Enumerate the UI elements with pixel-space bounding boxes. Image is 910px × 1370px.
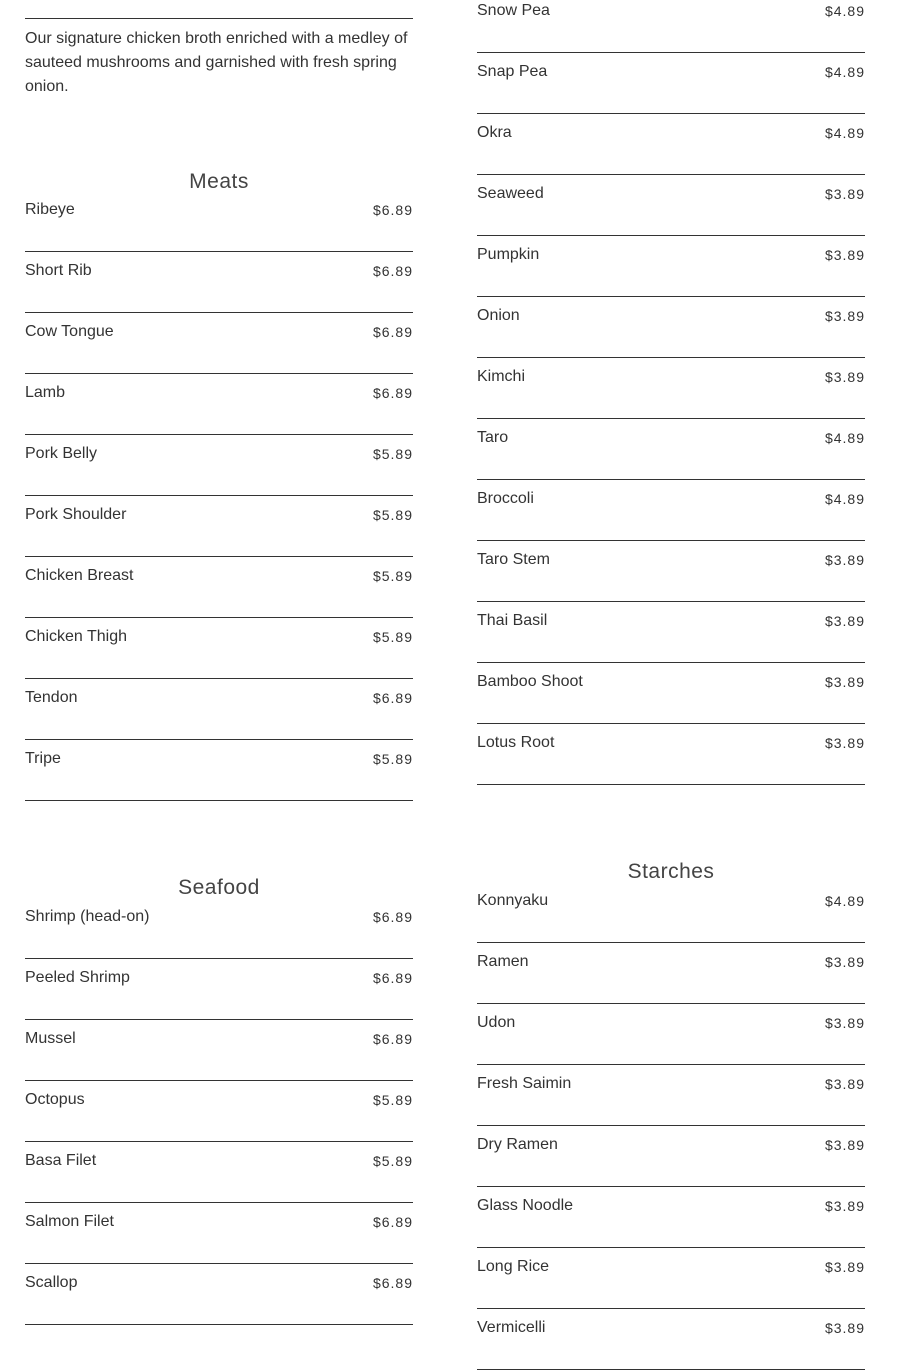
menu-item-price: $6.89 xyxy=(372,909,413,925)
menu-item-price: $6.89 xyxy=(372,1031,413,1047)
menu-item xyxy=(477,53,865,114)
menu-item xyxy=(477,602,865,663)
menu-item xyxy=(25,557,413,618)
menu-item xyxy=(477,1248,865,1309)
menu-item-name: Ramen xyxy=(477,953,529,970)
menu-item xyxy=(25,618,413,679)
menu-item xyxy=(477,1065,865,1126)
menu-item-name: Fresh Saimin xyxy=(477,1075,572,1092)
menu-item xyxy=(477,419,865,480)
menu-item-name: Scallop xyxy=(25,1274,78,1291)
menu-item-price: $5.89 xyxy=(372,751,413,767)
menu-item-name: Long Rice xyxy=(477,1258,550,1275)
menu-item-price: $3.89 xyxy=(824,1015,865,1031)
menu-item-price: $3.89 xyxy=(824,369,865,385)
menu-item-price: $4.89 xyxy=(824,64,865,80)
menu-item-name: Shrimp (head-on) xyxy=(25,908,150,925)
menu-item xyxy=(477,175,865,236)
menu-item-price: $3.89 xyxy=(824,1259,865,1275)
menu-item xyxy=(477,1126,865,1187)
menu-item-name: Taro Stem xyxy=(477,551,550,568)
menu-item-name: Pork Shoulder xyxy=(25,506,127,523)
menu-item-price: $4.89 xyxy=(824,491,865,507)
menu-item xyxy=(25,191,413,252)
section-title-meats: Meats xyxy=(189,170,249,193)
menu-item-price: $5.89 xyxy=(372,507,413,523)
menu-item-price: $3.89 xyxy=(824,1076,865,1092)
menu-item-description: Our signature chicken broth enriched with a medley of sauteed mushrooms and garnished with fresh spring onion. xyxy=(25,30,408,95)
menu-item xyxy=(25,679,413,740)
menu-item-price: $5.89 xyxy=(372,629,413,645)
menu-item xyxy=(477,541,865,602)
menu-item-name: Peeled Shrimp xyxy=(25,969,130,986)
menu-item xyxy=(477,236,865,297)
section-title-starches: Starches xyxy=(627,860,715,883)
menu-item xyxy=(25,1264,413,1325)
menu-item-price: $4.89 xyxy=(824,893,865,909)
menu-item-name: Onion xyxy=(477,307,520,324)
menu-item xyxy=(477,480,865,541)
menu-item-name: Mussel xyxy=(25,1030,76,1047)
menu-item xyxy=(477,882,865,943)
menu-item-name: Lamb xyxy=(25,384,66,401)
menu-item-name: Lotus Root xyxy=(477,734,555,751)
menu-item-price: $5.89 xyxy=(372,446,413,462)
menu-item-name: Thai Basil xyxy=(477,612,548,629)
menu-item-price: $5.89 xyxy=(372,1153,413,1169)
menu-item-name: Pumpkin xyxy=(477,246,540,263)
menu-item-name: Okra xyxy=(477,124,512,141)
menu-item-name: Vermicelli xyxy=(477,1319,546,1336)
menu-item-price: $3.89 xyxy=(824,186,865,202)
menu-item xyxy=(477,724,865,785)
menu-item-name: Ribeye xyxy=(25,201,75,218)
menu-item xyxy=(25,1142,413,1203)
menu-item-price: $3.89 xyxy=(824,1198,865,1214)
menu-item xyxy=(25,252,413,313)
menu-item xyxy=(477,943,865,1004)
menu-item-name: Seaweed xyxy=(477,185,544,202)
menu-item xyxy=(477,297,865,358)
menu-item-price: $3.89 xyxy=(824,954,865,970)
menu-item-price: $3.89 xyxy=(824,1320,865,1336)
menu-item-name: Glass Noodle xyxy=(477,1197,574,1214)
menu-item-name: Snow Pea xyxy=(477,2,550,19)
menu-item-price: $6.89 xyxy=(372,385,413,401)
menu-item-price: $3.89 xyxy=(824,552,865,568)
menu-item-price: $3.89 xyxy=(824,308,865,324)
menu-item-name: Octopus xyxy=(25,1091,85,1108)
menu-item-price: $3.89 xyxy=(824,613,865,629)
menu-item-price: $6.89 xyxy=(372,1214,413,1230)
menu-item xyxy=(477,1004,865,1065)
menu-item-name: Short Rib xyxy=(25,262,92,279)
menu-item-name: Tripe xyxy=(25,750,61,767)
menu-item-name: Udon xyxy=(477,1014,516,1031)
menu-item-name: Chicken Thigh xyxy=(25,628,127,645)
menu-item xyxy=(25,1020,413,1081)
menu-item-price: $3.89 xyxy=(824,735,865,751)
menu-item-price: $4.89 xyxy=(824,125,865,141)
menu-item-name: Snap Pea xyxy=(477,63,548,80)
menu-item xyxy=(477,1309,865,1370)
menu-item-price: $6.89 xyxy=(372,970,413,986)
menu-item xyxy=(477,0,865,53)
menu-item xyxy=(477,1187,865,1248)
menu-item-mushroom xyxy=(25,0,413,19)
menu-item-price: $6.89 xyxy=(372,202,413,218)
menu-item-price: $4.89 xyxy=(824,3,865,19)
menu-item-name: Bamboo Shoot xyxy=(477,673,583,690)
menu-item-price: $6.89 xyxy=(372,263,413,279)
menu-item-name: Dry Ramen xyxy=(477,1136,558,1153)
menu-item-name: Tendon xyxy=(25,689,78,706)
menu-item xyxy=(25,435,413,496)
menu-item-price: $6.89 xyxy=(372,690,413,706)
menu-item xyxy=(25,1081,413,1142)
menu-item-price: $4.89 xyxy=(824,430,865,446)
menu-item-price: $5.89 xyxy=(372,568,413,584)
menu-item xyxy=(25,1203,413,1264)
menu-item xyxy=(25,898,413,959)
menu-item-price: $6.89 xyxy=(372,1275,413,1291)
menu-item xyxy=(477,114,865,175)
menu-item-name: Konnyaku xyxy=(477,892,549,909)
menu-item-name: Pork Belly xyxy=(25,445,98,462)
menu-item-price: $3.89 xyxy=(824,674,865,690)
menu-item-name: Basa Filet xyxy=(25,1152,97,1169)
menu-item-name: Salmon Filet xyxy=(25,1213,114,1230)
menu-item xyxy=(25,313,413,374)
menu-item xyxy=(477,358,865,419)
menu-item-price: $3.89 xyxy=(824,247,865,263)
menu-item xyxy=(25,959,413,1020)
menu-item-price: $3.89 xyxy=(824,1137,865,1153)
menu-item-name: Chicken Breast xyxy=(25,567,134,584)
menu-item xyxy=(477,663,865,724)
section-title-seafood: Seafood xyxy=(178,876,260,899)
menu-item-name: Cow Tongue xyxy=(25,323,114,340)
menu-item xyxy=(25,374,413,435)
menu-item-price: $5.89 xyxy=(372,1092,413,1108)
menu-item-name: Broccoli xyxy=(477,490,534,507)
menu-item-name: Taro xyxy=(477,429,509,446)
menu-item-price: $6.89 xyxy=(372,324,413,340)
menu-item xyxy=(25,740,413,801)
menu-item xyxy=(25,496,413,557)
menu-item-name: Kimchi xyxy=(477,368,526,385)
